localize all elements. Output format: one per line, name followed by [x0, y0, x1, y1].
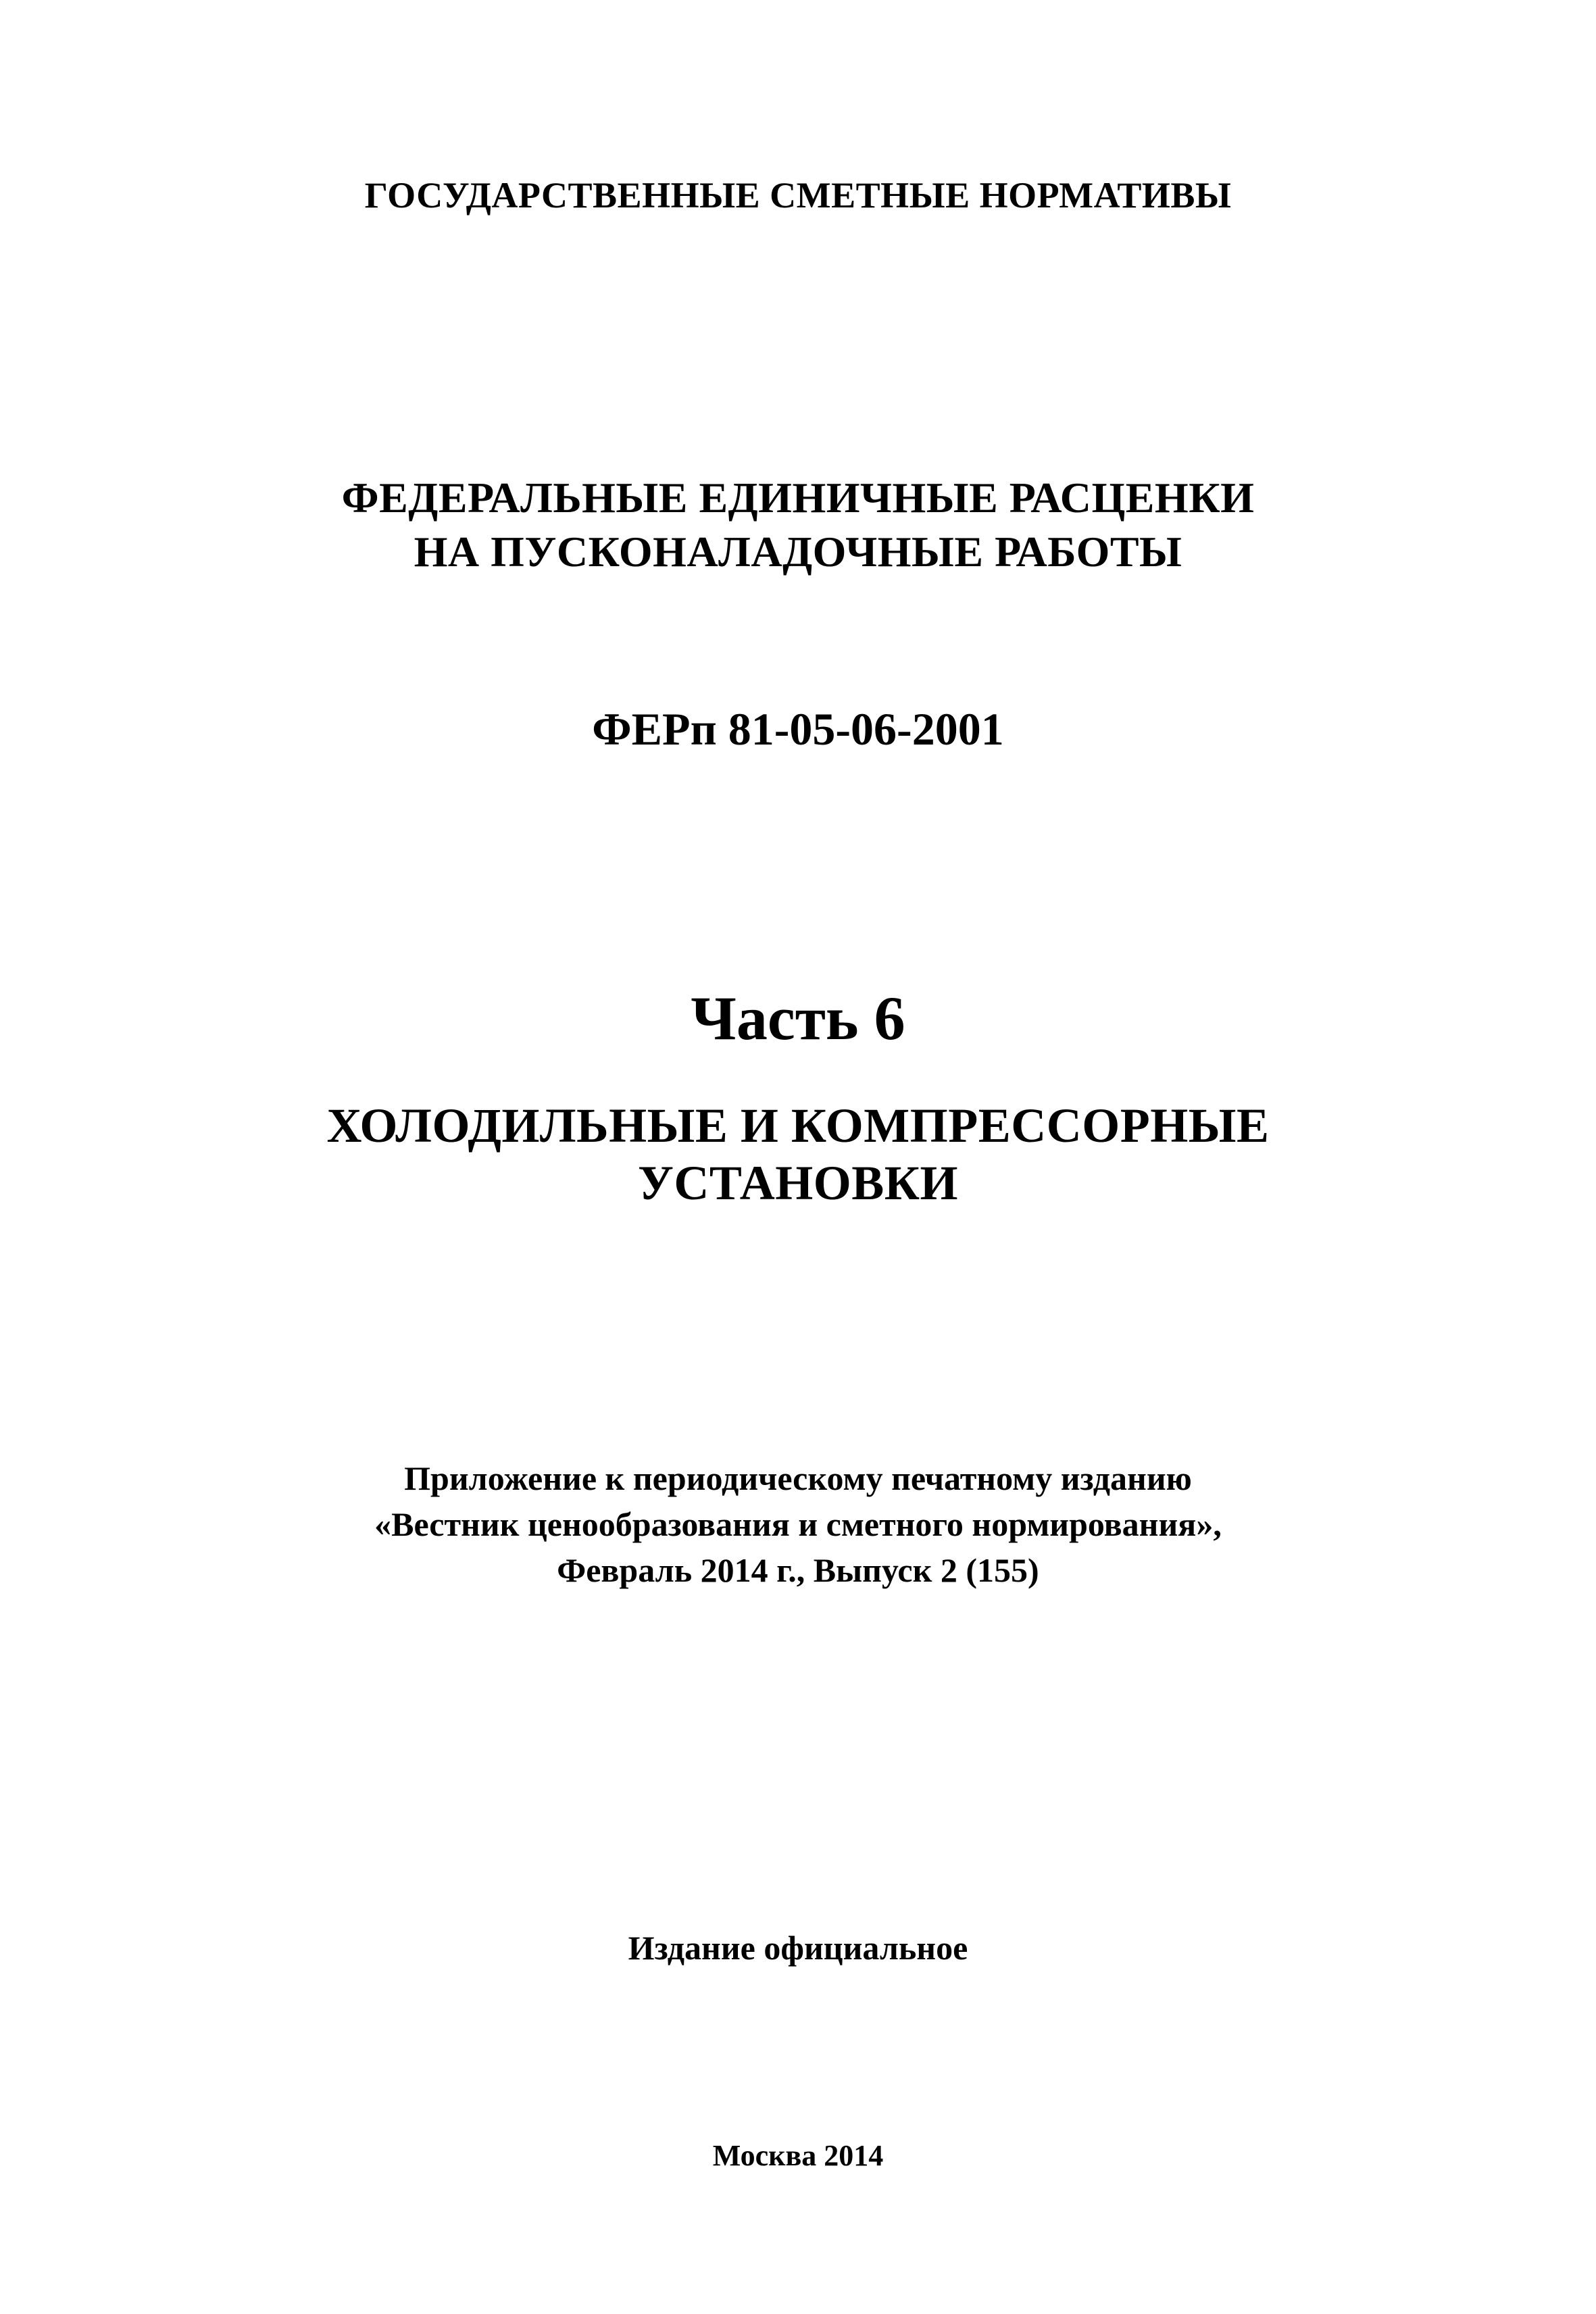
part-subtitle-line-1: ХОЛОДИЛЬНЫЕ И КОМПРЕССОРНЫЕ — [326, 1099, 1270, 1153]
part-subtitle-line-2: УСТАНОВКИ — [637, 1156, 958, 1210]
document-code: ФЕРп 81-05-06-2001 — [592, 703, 1004, 755]
appendix-line-3: Февраль 2014 г., Выпуск 2 (155) — [557, 1551, 1039, 1589]
appendix-line-1: Приложение к периодическому печатному изданию — [404, 1459, 1192, 1497]
document-title-line-1: ФЕДЕРАЛЬНЫЕ ЕДИНИЧНЫЕ РАСЦЕНКИ — [341, 474, 1255, 522]
edition-note: Издание официальное — [628, 1929, 968, 1967]
organization-header: ГОСУДАРСТВЕННЫЕ СМЕТНЫЕ НОРМАТИВЫ — [364, 175, 1232, 216]
part-label: Часть 6 — [691, 984, 905, 1053]
appendix-line-2: «Вестник ценообразования и сметного нормирования», — [374, 1505, 1222, 1543]
document-title-line-2: НА ПУСКОНАЛАДОЧНЫЕ РАБОТЫ — [414, 528, 1182, 576]
city-year: Москва 2014 — [712, 2139, 884, 2172]
